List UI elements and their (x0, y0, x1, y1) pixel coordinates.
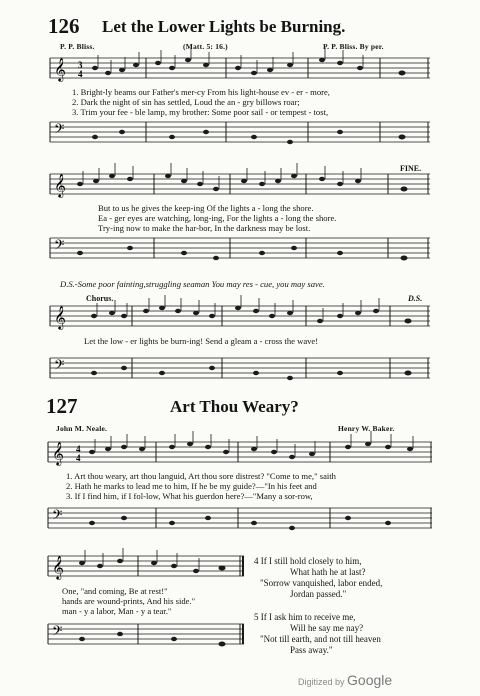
verse-line-1: 1. Art thou weary, art thou languid, Art thou sore distrest? "Come to me," saith (66, 471, 336, 481)
svg-text:4: 4 (76, 444, 81, 454)
verse-line-2: Ea - ger eyes are watching, long-ing, For the lights a - long the shore. (98, 213, 337, 223)
music-staff-126-chorus-bass (50, 354, 430, 386)
music-staff-127-system-2-bass (48, 620, 244, 652)
composer-credit-127: Henry W. Baker. (338, 424, 395, 433)
digitized-label: Digitized by (298, 677, 345, 687)
svg-text:𝄢: 𝄢 (52, 509, 63, 526)
verse-line-2: 2. Hath he marks to lead me to him, If he be my guide?—"In his feet and (66, 481, 317, 491)
stanza-5-line-3: "Not till earth, and not till heaven (260, 634, 381, 644)
chorus-lyric-line: Let the low - er lights be burn-ing! Send a gleam a - cross the wave! (84, 336, 319, 346)
verse-block-127-system-2 (62, 586, 195, 616)
svg-text:𝄢: 𝄢 (54, 239, 65, 256)
scripture-reference-126: (Matt. 5: 16.) (183, 42, 228, 51)
svg-text:𝄢: 𝄢 (54, 359, 65, 376)
stanza-5 (254, 612, 381, 656)
composer-credit-126: P. P. Bliss. (60, 42, 95, 51)
music-staff-126-chorus-treble (50, 300, 430, 340)
stanza-4-line-2: What hath he at last? (290, 567, 366, 577)
hymn-number-126: 126 (48, 14, 80, 38)
svg-text:𝄞: 𝄞 (54, 59, 66, 81)
stanza-4-line-3: "Sorrow vanquished, labor ended, (260, 578, 383, 588)
music-staff-127-system-1-bass (48, 504, 432, 536)
ds-lyric-line: D.S.-Some poor fainting,struggling seaman You may res - cue, you may save. (60, 279, 325, 289)
google-logo: Google (347, 672, 393, 688)
verse-block-126-system-1 (72, 87, 330, 117)
stanza-5-line-4: Pass away." (290, 645, 333, 655)
verse-block-126-system-2 (98, 203, 336, 233)
verse-line-2: 2. Dark the night of sin has settled, Loud the an - gry billows roar; (72, 97, 300, 107)
svg-text:𝄞: 𝄞 (52, 557, 64, 579)
author-credit-126: P. P. Bliss. By per. (323, 42, 384, 51)
verse-line-1: One, "and coming, Be at rest!" (62, 586, 168, 596)
stanza-4-line-4: Jordan passed." (290, 589, 347, 599)
stanza-4-line-1: 4 If I still hold closely to him, (254, 556, 362, 566)
svg-text:𝄢: 𝄢 (54, 123, 65, 140)
verse-line-1: But to us he gives the keep-ing Of the lights a - long the shore. (98, 203, 314, 213)
music-staff-126-system-2-bass (50, 234, 430, 266)
svg-text:3: 3 (78, 60, 83, 70)
ds-marker: D.S. (408, 294, 423, 303)
verse-line-3: Try-ing now to make the har-bor, In the darkness may be lost. (98, 223, 311, 233)
hymn-title-126: Let the Lower Lights be Burning. (102, 17, 346, 36)
verse-line-1: 1. Bright-ly beams our Father's mer-cy From his light-house ev - er - more, (72, 87, 330, 97)
music-staff-126-system-1-treble (50, 52, 430, 92)
svg-text:4: 4 (76, 453, 81, 463)
stanza-4 (254, 556, 382, 600)
hymn-title-127: Art Thou Weary? (170, 397, 299, 416)
verse-block-127-system-1 (66, 471, 336, 501)
fine-marker: FINE. (400, 164, 422, 173)
svg-text:𝄞: 𝄞 (54, 175, 66, 197)
music-staff-126-system-2-treble (50, 168, 430, 208)
stanza-5-line-1: 5 If I ask him to receive me, (254, 612, 356, 622)
digitized-watermark (298, 672, 392, 688)
author-credit-127: John M. Neale. (56, 424, 108, 433)
svg-text:4: 4 (78, 69, 83, 79)
stanza-5-line-2: Will he say me nay? (290, 623, 364, 633)
music-staff-126-system-1-bass (50, 118, 430, 150)
music-staff-127-system-1-treble (48, 436, 432, 476)
verse-line-2: hands are wound-prints, And his side." (62, 596, 196, 606)
chorus-label: Chorus. (86, 294, 114, 303)
svg-text:𝄢: 𝄢 (52, 625, 63, 642)
hymn-number-127: 127 (46, 394, 78, 418)
verse-line-3: 3. If I find him, if I fol-low, What his guerdon here?—"Many a sor-row, (66, 491, 313, 501)
verse-line-3: 3. Trim your fee - ble lamp, my brother: Some poor sail - or tempest - tost, (72, 107, 329, 117)
svg-text:𝄞: 𝄞 (52, 443, 64, 465)
svg-text:𝄞: 𝄞 (54, 307, 66, 329)
verse-line-3: man - y a labor, Man - y a tear." (62, 606, 172, 616)
music-staff-127-system-2-treble (48, 550, 244, 590)
